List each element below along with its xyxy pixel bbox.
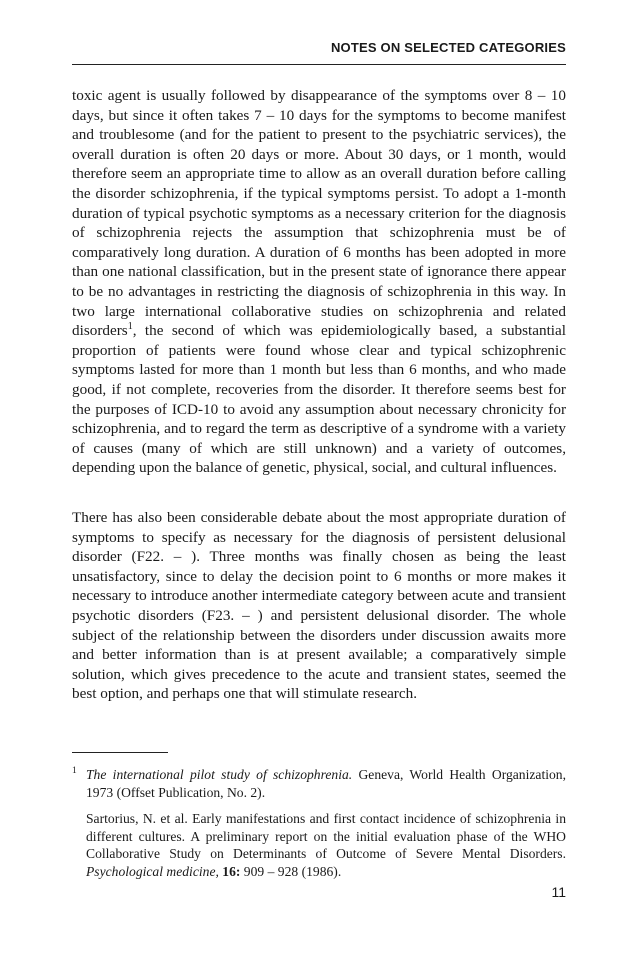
footnote-2-text: Sartorius, N. et al. Early manifestations and first contact incidence of schizophrenia in different cultures. A preliminary report on the initial evaluation phase of the WHO Collaborative Study on Determinants of Outcome of Severe Mental Disorders. (86, 811, 566, 861)
footnote-2 (72, 810, 566, 880)
running-header: NOTES ON SELECTED CATEGORIES (330, 40, 566, 55)
footnote-2-volume: 16: (218, 863, 241, 879)
body-paragraph-2: There has also been considerable debate about the most appropriate duration of symptoms to specify as necessary for the diagnosis of persistent delusional disorder (F22. – ). Three months was finally chosen as being the least unsatisfactory, since to delay the decision point to 6 months or more makes it necessary to introduce another intermediate category between acute and transient psychotic disorders (F23. – ) and persistent delusional disorder. The whole subject of the relationship between the disorders under discussion awaits more and better information than is at present available; a comparatively simple solution, which gives precedence to the acute and transient states, seemed the best option, and perhaps one that will stimulate research. (72, 509, 566, 703)
footnote-1-title: The international pilot study of schizophrenia. (86, 767, 353, 782)
paragraph-1-text-b: , the second of which was epidemiologically based, a substantial proportion of patients were found whose clear and typical schizophrenic symptoms lasted for more than 1 month but less than 6 months, and who made good, if not complete, recoveries from the disorder. It therefore seems best for the purposes of ICD-10 to avoid any assumption about necessary chronicity for schizophrenia, and to regard the term as descriptive of a syndrome with a variety of causes (many of which are still unknown) and a variety of outcomes, depending upon the balance of genetic, physical, social, and cultural influences. (72, 322, 566, 477)
footnote-reference[interactable]: 1 (127, 321, 133, 333)
footnote-rule (72, 752, 168, 753)
footnote-marker: 1 (72, 766, 77, 776)
footnote-1-details: Geneva, World Health Organization, 1973 (Offset Publication, No. 2). (86, 767, 566, 800)
paragraph-1-text-a: toxic agent is usually followed by disappearance of the symptoms over 8 – 10 days, but since it often takes 7 – 10 days for the symptoms to become manifest and troublesome (and for the patient to present to the psychiatric services), the overall duration is often 20 days or more. About 30 days, or 1 month, would therefore seem an appropriate time to allow as an overall duration before calling the disorder schizophrenia, if the typical symptoms persist. To adopt a 1-month duration of typical psychotic symptoms as a necessary criterion for the diagnosis of schizophrenia rejects the assumption that schizophrenia must be of comparatively long duration. A duration of 6 months has been adopted in more than one national classification, but in the present state of ignorance there appear to be no advantages in restricting the diagnosis of schizophrenia in this way. In two large international collaborative studies on schizophrenia and related disorders (72, 87, 566, 340)
footnotes (72, 766, 566, 880)
body-paragraph-1 (72, 86, 566, 478)
header-rule (72, 64, 566, 65)
footnote-1 (72, 766, 566, 801)
page-number: 11 (551, 884, 566, 900)
footnote-2-pages: 909 – 928 (1986). (240, 863, 342, 879)
footnote-2-journal: Psychological medicine, (86, 863, 219, 879)
